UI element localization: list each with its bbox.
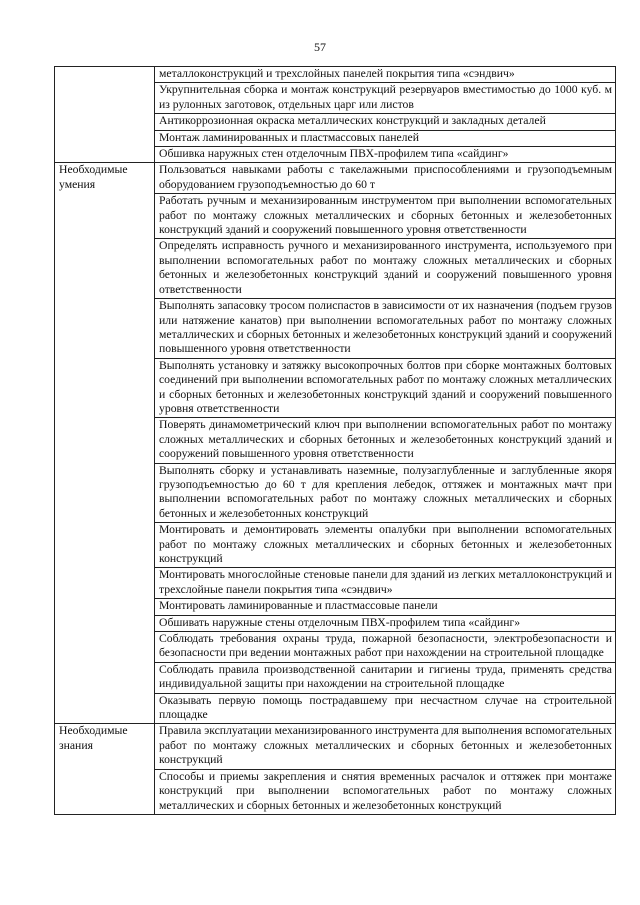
- table-cell: Обшивать наружные стены отделочным ПВХ-профилем типа «сайдинг»: [155, 615, 616, 631]
- table-cell: Монтаж ламинированных и пластмассовых панелей: [155, 130, 616, 146]
- section-label: [55, 67, 155, 163]
- table-cell: Определять исправность ручного и механизированного инструмента, используемого при выполнении вспомогательных работ по монтажу сложных металлических и сборных бетонных и железобетонных конструкций зданий и сооружений повышенного уровня ответственности: [155, 239, 616, 299]
- table-cell: Антикоррозионная окраска металлических конструкций и закладных деталей: [155, 114, 616, 130]
- table-cell: Укрупнительная сборка и монтаж конструкций резервуаров вместимостью до 1000 куб. м из рулонных заготовок, отдельных царг или листов: [155, 83, 616, 114]
- page-number: 57: [314, 40, 326, 54]
- table-cell: Правила эксплуатации механизированного инструмента для выполнения вспомогательных работ по монтажу сложных металлических и сборных бетонных и железобетонных конструкций: [155, 724, 616, 769]
- table-row: [55, 67, 616, 83]
- requirements-table: [54, 66, 616, 815]
- table-cell: Оказывать первую помощь пострадавшему при несчастном случае на строительной площадке: [155, 693, 616, 724]
- table-cell: Обшивка наружных стен отделочным ПВХ-профилем типа «сайдинг»: [155, 147, 616, 163]
- table-cell: Поверять динамометрический ключ при выполнении вспомогательных работ по монтажу сложных металлических и сборных бетонных и железобетонных конструкций зданий и сооружений повышенного уровня ответственности: [155, 418, 616, 463]
- table-cell: Выполнять сборку и устанавливать наземные, полузаглубленные и заглубленные якоря грузоподъемностью до 60 т для крепления лебедок, оттяжек и монтажных мачт при выполнении вспомогательных работ по монтажу сложных металлических и сборных бетонных и железобетонных конструкций: [155, 463, 616, 523]
- table-row: [55, 163, 616, 194]
- table-cell: Выполнять запасовку тросом полиспастов в зависимости от их назначения (подъем грузов или натяжение канатов) при выполнении вспомогательных работ по монтажу сложных металлических и сборных бетонных и железобетонных конструкций зданий и сооружений повышенного уровня ответственности: [155, 299, 616, 359]
- table-row: [55, 724, 616, 769]
- section-label-skills: Необходимые умения: [55, 163, 155, 724]
- table-cell: Монтировать многослойные стеновые панели для зданий из легких металлоконструкций и трехслойные панели покрытия типа «сэндвич»: [155, 568, 616, 599]
- table-cell: Монтировать и демонтировать элементы опалубки при выполнении вспомогательных работ по монтажу сложных металлических и сборных бетонных и железобетонных конструкций: [155, 523, 616, 568]
- table-cell: Выполнять установку и затяжку высокопрочных болтов при сборке монтажных болтовых соединений при выполнении вспомогательных работ по монтажу сложных металлических и сборных бетонных и железобетонных конструкций зданий и сооружений повышенного уровня ответственности: [155, 358, 616, 418]
- table-cell: Соблюдать требования охраны труда, пожарной безопасности, электробезопасности и безопасности при ведении монтажных работ при нахождении на строительной площадке: [155, 632, 616, 663]
- table-cell: металлоконструкций и трехслойных панелей покрытия типа «сэндвич»: [155, 67, 616, 83]
- table-cell: Соблюдать правила производственной санитарии и гигиены труда, применять средства индивидуальной защиты при нахождении на строительной площадке: [155, 662, 616, 693]
- table-cell: Пользоваться навыками работы с такелажными приспособлениями и грузоподъемным оборудованием грузоподъемностью до 60 т: [155, 163, 616, 194]
- table-cell: Работать ручным и механизированным инструментом при выполнении вспомогательных работ по монтажу сложных металлических и сборных бетонных и железобетонных конструкций зданий и сооружений повышенного уровня ответственности: [155, 194, 616, 239]
- section-label-knowledge: Необходимые знания: [55, 724, 155, 814]
- table-cell: Способы и приемы закрепления и снятия временных расчалок и оттяжек при монтаже конструкций при выполнении вспомогательных работ по монтажу сложных металлических и сборных бетонных и железобетонных конструкций: [155, 769, 616, 814]
- table-cell: Монтировать ламинированные и пластмассовые панели: [155, 599, 616, 615]
